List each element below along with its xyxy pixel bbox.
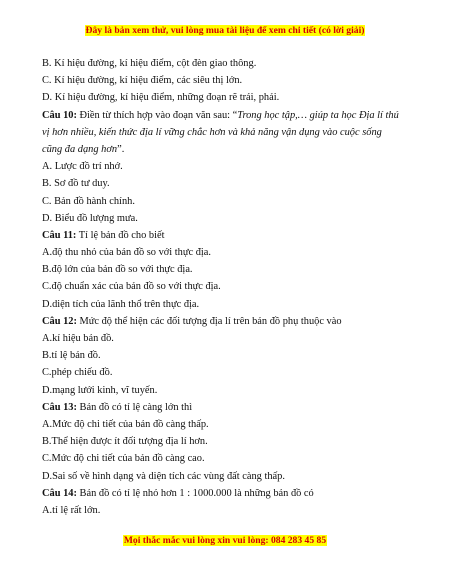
question-14-label: Câu 14: [42, 487, 77, 499]
question-13-option-d: D.Sai số về hình dạng và diện tích các vùng đất càng thấp. [42, 470, 285, 482]
question-12-text: Mức độ thể hiện các đối tượng địa lí trên bản đồ phụ thuộc vào [76, 315, 342, 327]
question-10-text: Điền từ thích hợp vào đoạn văn sau: “ [76, 109, 238, 121]
question-10-line-1 [42, 107, 414, 124]
answer-option-b: B. Kí hiệu đường, kí hiệu điểm, cột đèn giao thông. [42, 58, 257, 69]
question-13-text: Bản đồ có tỉ lệ càng lớn thì [76, 401, 193, 413]
question-12-option-a: A.kí hiệu bản đồ. [42, 333, 114, 344]
preview-banner [0, 25, 450, 37]
question-13-option-c: C.Mức độ chi tiết của bản đồ càng cao. [42, 453, 205, 465]
question-13-label: Câu 13: [42, 401, 77, 413]
question-10-option-c: C. Bản đồ hành chính. [42, 195, 135, 207]
preview-banner-text: Đây là bản xem thử, vui lòng mua tài liệu để xem chi tiết (có lời giải) [85, 25, 365, 36]
answer-option-d: D. Kí hiệu đường, kí hiệu điểm, những đoạn rẽ trái, phải. [42, 92, 280, 104]
question-10-quote-end: ”. [117, 143, 125, 155]
question-10-quote-part-2: vị hơn nhiều, kiến thức địa lí vững chắc hơn và khả năng vận dụng vào cuộc sống [42, 126, 382, 138]
question-14 [42, 485, 414, 502]
question-10-label: Câu 10: [42, 109, 77, 121]
question-12-option-b: B.tỉ lệ bản đồ. [42, 350, 101, 362]
contact-banner-text: Mọi thắc mắc vui lòng xin vui lòng: 084 283 45 85 [123, 535, 327, 546]
question-10-option-a: A. Lược đồ trí nhớ. [42, 161, 123, 173]
question-11 [42, 227, 414, 244]
document-body [42, 55, 414, 519]
question-11-option-a: A.độ thu nhỏ của bản đồ so với thực địa. [42, 247, 211, 259]
contact-banner [0, 535, 450, 547]
question-13-option-a: A.Mức độ chi tiết của bản đồ càng thấp. [42, 418, 209, 430]
question-12-option-d: D.mạng lưới kinh, vĩ tuyến. [42, 384, 158, 396]
question-11-text: Tỉ lệ bản đồ cho biết [76, 229, 165, 241]
question-11-option-d: D.diện tích của lãnh thổ trên thực địa. [42, 298, 200, 310]
question-10-quote-part-1: Trong học tập,… giúp ta học Địa lí thú [237, 109, 399, 121]
question-10-quote-part-3: cũng đa dạng hơn [42, 143, 118, 155]
question-13-option-b: B.Thể hiện được ít đối tượng địa lí hơn. [42, 436, 208, 448]
question-14-text: Bản đồ có tỉ lệ nhỏ hơn 1 : 1000.000 là những bản đồ có [76, 487, 314, 499]
question-10-option-b: B. Sơ đồ tư duy. [42, 178, 110, 190]
question-10-option-d: D. Biểu đồ lượng mưa. [42, 212, 138, 224]
question-10-line-3 [42, 141, 414, 158]
question-12 [42, 313, 414, 330]
question-12-label: Câu 12: [42, 315, 77, 327]
question-11-label: Câu 11: [42, 229, 77, 241]
question-12-option-c: C.phép chiếu đồ. [42, 367, 113, 379]
question-13 [42, 399, 414, 416]
question-14-option-a: A.tỉ lệ rất lớn. [42, 504, 101, 516]
answer-option-c: C. Kí hiệu đường, kí hiệu điểm, các siêu thị lớn. [42, 75, 243, 87]
question-11-option-b: B.độ lớn của bản đồ so với thực địa. [42, 264, 193, 276]
question-11-option-c: C.độ chuẩn xác của bản đồ so với thực địa. [42, 281, 221, 293]
